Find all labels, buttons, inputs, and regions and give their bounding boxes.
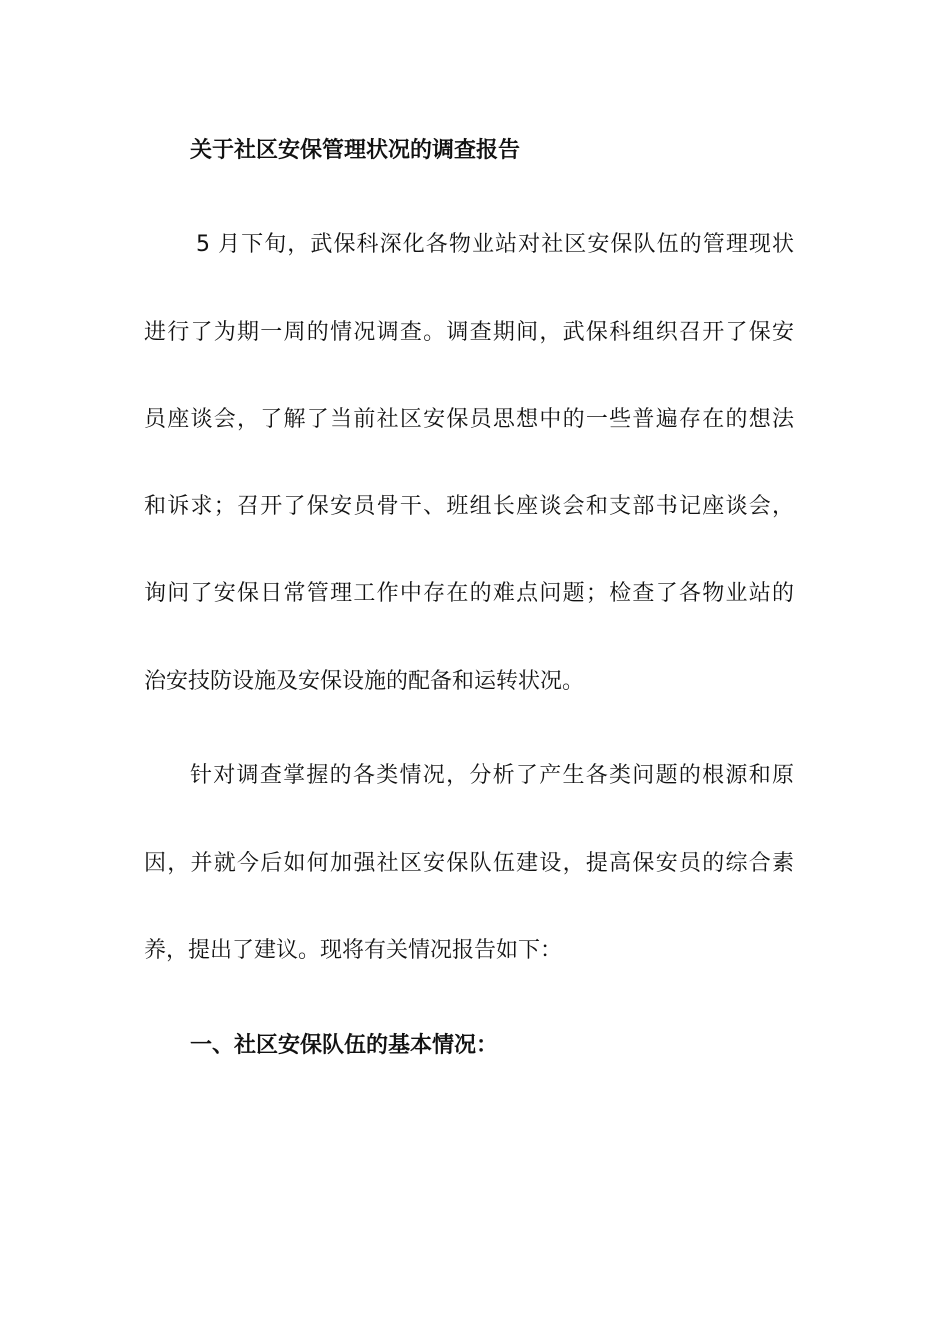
document-title: 关于社区安保管理状况的调查报告: [190, 138, 521, 163]
paragraph-1-line-1: 5 月下旬，武保科深化各物业站对社区安保队伍的管理现状: [196, 232, 794, 257]
paragraph-1-line-4: 和诉求；召开了保安员骨干、班组长座谈会和支部书记座谈会，: [144, 494, 794, 519]
paragraph-2-line-2: 因，并就今后如何加强社区安保队伍建设，提高保安员的综合素: [144, 851, 794, 876]
section-1-heading: 一、社区安保队伍的基本情况：: [190, 1033, 499, 1058]
paragraph-2-line-3: 养，提出了建议。现将有关情况报告如下：: [144, 938, 563, 963]
paragraph-1-line-5: 询问了安保日常管理工作中存在的难点问题；检查了各物业站的: [144, 581, 794, 606]
paragraph-1-line-2: 进行了为期一周的情况调查。调查期间，武保科组织召开了保安: [144, 320, 794, 345]
paragraph-2-line-1: 针对调查掌握的各类情况，分析了产生各类问题的根源和原: [190, 763, 794, 788]
paragraph-1-line-6: 治安技防设施及安保设施的配备和运转状况。: [144, 669, 585, 694]
paragraph-1-line-3: 员座谈会，了解了当前社区安保员思想中的一些普遍存在的想法: [144, 407, 794, 432]
